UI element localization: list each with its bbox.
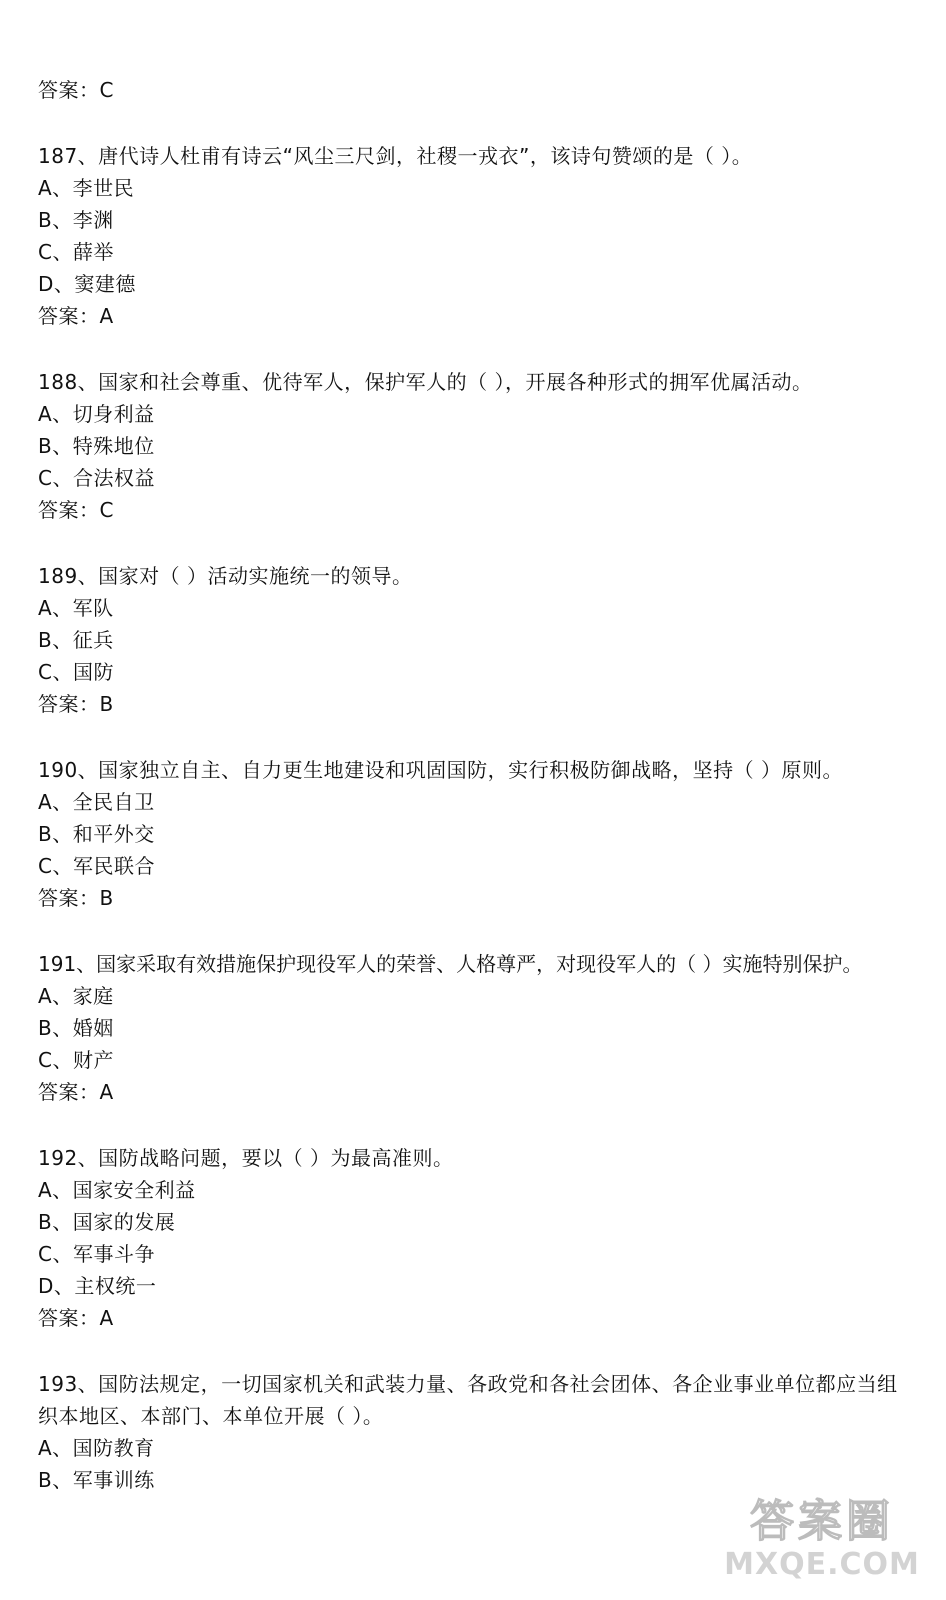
previous-answer: 答案：C (38, 78, 114, 102)
watermark-title: 答案圈 (750, 1496, 894, 1547)
question-190 (38, 754, 918, 914)
option-c: C、薛举 (38, 240, 114, 264)
question-stem: 193、国防法规定，一切国家机关和武装力量、各政党和各社会团体、各企业事业单位都应当组织本地区、本部门、本单位开展（ ）。 (38, 1372, 898, 1428)
question-187 (38, 140, 918, 332)
answer: 答案：B (38, 692, 114, 716)
option-c: C、国防 (38, 660, 114, 684)
option-a: A、李世民 (38, 176, 135, 200)
answer: 答案：B (38, 886, 114, 910)
watermark-url: MXQE.COM (724, 1547, 920, 1582)
option-b: B、征兵 (38, 628, 114, 652)
option-a: A、家庭 (38, 984, 114, 1008)
site-watermark-logo (722, 1496, 922, 1592)
question-stem: 188、国家和社会尊重、优待军人，保护军人的（ ），开展各种形式的拥军优属活动。 (38, 370, 813, 394)
answer: 答案：C (38, 498, 114, 522)
option-a: A、军队 (38, 596, 114, 620)
question-192 (38, 1142, 918, 1334)
option-a: A、国防教育 (38, 1436, 155, 1460)
option-c: C、合法权益 (38, 466, 155, 490)
question-stem: 189、国家对（ ）活动实施统一的领导。 (38, 564, 413, 588)
question-stem: 190、国家独立自主、自力更生地建设和巩固国防，实行积极防御战略，坚持（ ）原则。 (38, 758, 844, 782)
document-page (38, 74, 918, 1496)
question-191 (38, 948, 918, 1108)
option-b: B、和平外交 (38, 822, 155, 846)
option-a: A、全民自卫 (38, 790, 155, 814)
answer: 答案：A (38, 1306, 114, 1330)
option-d: D、主权统一 (38, 1274, 157, 1298)
option-b: B、婚姻 (38, 1016, 114, 1040)
answer: 答案：A (38, 1080, 114, 1104)
option-c: C、财产 (38, 1048, 114, 1072)
option-c: C、军事斗争 (38, 1242, 155, 1266)
option-c: C、军民联合 (38, 854, 155, 878)
option-b: B、军事训练 (38, 1468, 155, 1492)
question-stem: 191、国家采取有效措施保护现役军人的荣誉、人格尊严，对现役军人的（ ）实施特别保护。 (38, 952, 863, 976)
question-stem: 187、唐代诗人杜甫有诗云“风尘三尺剑，社稷一戎衣”，该诗句赞颂的是（ ）。 (38, 144, 753, 168)
question-193 (38, 1368, 918, 1496)
question-stem: 192、国防战略问题，要以（ ）为最高准则。 (38, 1146, 454, 1170)
option-a: A、切身利益 (38, 402, 155, 426)
option-b: B、特殊地位 (38, 434, 155, 458)
question-188 (38, 366, 918, 526)
option-d: D、窦建德 (38, 272, 136, 296)
option-b: B、李渊 (38, 208, 114, 232)
option-a: A、国家安全利益 (38, 1178, 196, 1202)
option-b: B、国家的发展 (38, 1210, 176, 1234)
question-189 (38, 560, 918, 720)
answer: 答案：A (38, 304, 114, 328)
